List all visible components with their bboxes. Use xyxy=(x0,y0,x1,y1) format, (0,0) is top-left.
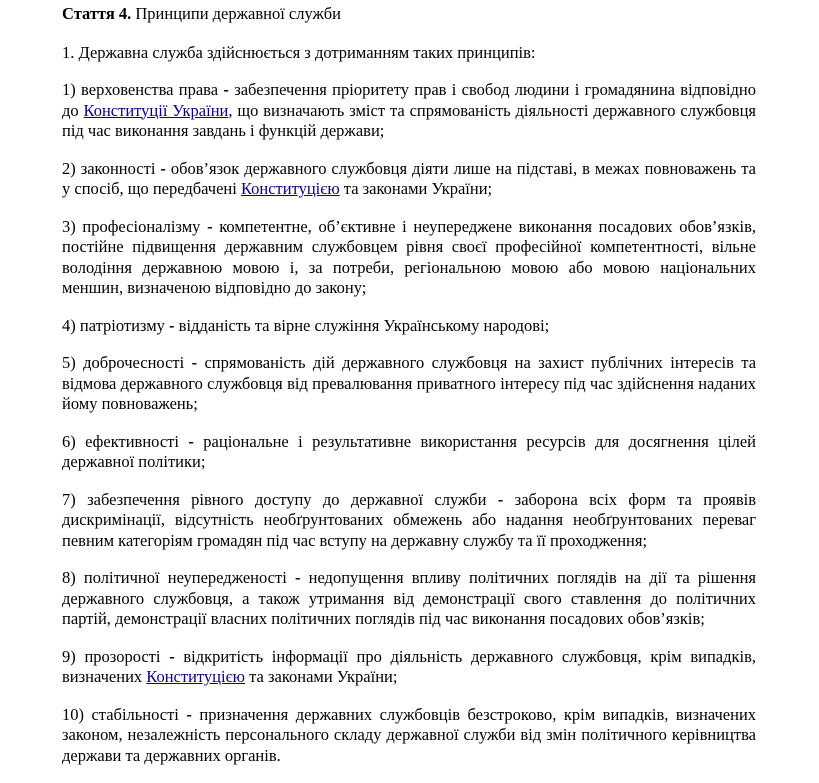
principle-item xyxy=(62,316,756,337)
constitution-link[interactable]: Конституції України xyxy=(83,100,229,120)
principle-dash: - xyxy=(188,431,194,451)
principle-dash: - xyxy=(294,568,301,587)
principle-item xyxy=(62,353,756,415)
principle-text: обов’язок державного службовця діяти лише на підставі, в межах повноважень та у спосіб, що передбачені xyxy=(62,158,756,198)
constitution-link[interactable]: Конституцією xyxy=(240,179,340,198)
principle-text: відданість та вірне служіння Українському народові; xyxy=(178,315,550,335)
principle-item xyxy=(62,159,756,200)
principle-text: компетентне, об’єктивне і неупереджене виконання посадових обов’язків, постійне підвищення державним службовцем рівня своєї професійної компетентності, вільне володіння державною мовою і, за потреби, регіональною мовою або мовою національних меншин, визначеною відповідно до закону; xyxy=(62,216,756,297)
principle-item xyxy=(62,80,756,142)
principle-text: раціональне і результативне використання ресурсів для досягнення цілей державної політики; xyxy=(62,431,757,471)
principle-dash: - xyxy=(160,158,166,178)
principle-dash: - xyxy=(223,80,229,99)
principle-text: забезпечення пріоритету прав і свобод людини і громадянина відповідно до xyxy=(62,80,756,120)
principle-term: 3) професіоналізму xyxy=(62,216,201,236)
principle-dash: - xyxy=(169,315,175,335)
article-label: Стаття 4. xyxy=(62,4,132,23)
principle-dash: - xyxy=(497,489,504,509)
article-heading xyxy=(62,4,756,25)
principle-term: 1) верховенства права xyxy=(62,80,219,99)
principle-item xyxy=(62,705,756,767)
principle-text: та законами України; xyxy=(249,667,398,686)
principle-text: відкритість інформації про діяльність державного службовця, крім випадків, визначених xyxy=(62,646,757,686)
principle-item xyxy=(62,217,756,299)
principle-dash: - xyxy=(191,353,198,372)
principle-text: заборона всіх форм та проявів дискримінації, відсутність необґрунтованих обмежень або надання необґрунтованих переваг певним категоріям громадян під час вступу на державну службу та її проходження; xyxy=(62,489,757,550)
principle-term: 4) патріотизму xyxy=(62,315,165,335)
constitution-link[interactable]: Конституцією xyxy=(146,667,245,686)
principle-dash: - xyxy=(186,704,192,724)
principle-item xyxy=(62,490,756,552)
principle-text: , що визначають зміст та спрямованість діяльності державного службовця під час виконання завдань і функцій держави; xyxy=(62,100,757,140)
principle-text: призначення державних службовців безстроково, крім випадків, визначених законом, незалежність персонального складу державної служби від змін політичного керівництва держави та державних органів. xyxy=(62,704,757,765)
principle-term: 9) прозорості xyxy=(62,646,161,666)
principle-term: 2) законності xyxy=(62,158,156,178)
principle-item xyxy=(62,432,756,473)
article-intro: 1. Державна служба здійснюється з дотриманням таких принципів: xyxy=(62,42,536,62)
principle-text: недопущення впливу політичних поглядів на дії та рішення державного службовця, а також утримання від демонстрації свого ставлення до політичних партій, демонстрації власних політичних поглядів під час виконання посадових обов’язків; xyxy=(62,568,756,628)
principle-item xyxy=(62,647,756,688)
principle-text: спрямованість дій державного службовця на захист публічних інтересів та відмова державного службовця від превалювання приватного інтересу під час здійснення наданих йому повноважень; xyxy=(62,353,757,413)
article-title: Принципи державної служби xyxy=(135,4,341,23)
principle-item xyxy=(62,568,756,630)
document-body xyxy=(62,4,756,783)
principle-term: 8) політичної неупередженості xyxy=(62,568,287,587)
principle-term: 10) стабільності xyxy=(62,704,179,724)
principle-text: та законами України; xyxy=(343,179,493,198)
principle-dash: - xyxy=(207,216,213,236)
principle-term: 7) забезпечення рівного доступу до державної служби xyxy=(62,489,487,509)
principle-dash: - xyxy=(169,646,175,666)
principle-term: 5) доброчесності xyxy=(62,353,185,372)
principle-term: 6) ефективності xyxy=(62,431,179,451)
